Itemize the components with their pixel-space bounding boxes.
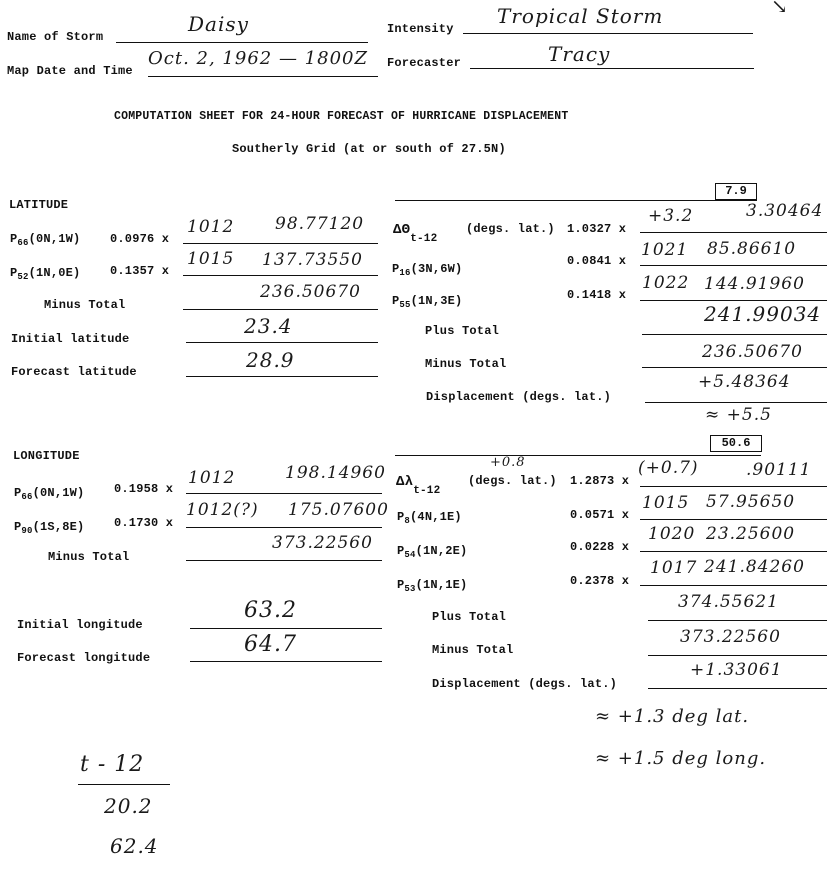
lon-dlambda-line xyxy=(640,486,827,487)
initial-latitude-line xyxy=(186,342,378,343)
lat-p16-coef: 0.0841 x xyxy=(567,254,627,268)
forecast-longitude-line xyxy=(190,661,382,662)
lon-p66-product: 198.14960 xyxy=(285,463,386,483)
lon-displacement-line xyxy=(648,688,827,689)
forecast-latitude-value: 28.9 xyxy=(246,348,295,372)
lon-dlambda-change: (+0.7) xyxy=(638,458,699,478)
lon-p66-line xyxy=(186,493,382,494)
lat-displacement-label: Displacement (degs. lat.) xyxy=(426,390,612,404)
lon-minus-total-label: Minus Total xyxy=(48,550,130,564)
lon-p8-pressure: 1015 xyxy=(642,493,690,513)
lat-minus-total-value: 236.50670 xyxy=(260,282,361,302)
lon-p54-term: $P_{54}(1N,2E)$ xyxy=(397,544,468,560)
t12-latitude: 20.2 xyxy=(104,794,153,818)
lon-right-minus-label: Minus Total xyxy=(432,643,514,657)
lat-dtheta-line xyxy=(640,232,827,233)
initial-longitude-label: Initial longitude xyxy=(17,618,143,632)
lat-box-value: 7.9 xyxy=(715,183,757,200)
lon-right-minus-value: 373.22560 xyxy=(680,627,781,647)
lon-dlambda-term: $\Delta\lambda_{t-12}$ xyxy=(396,474,441,497)
lat-right-minus-value: 236.50670 xyxy=(702,342,803,362)
lon-dlambda-suffix: (degs. lat.) xyxy=(468,474,557,488)
lat-minus-total-line xyxy=(183,309,378,310)
t12-longitude: 62.4 xyxy=(110,834,159,858)
note-lat-approx: ≈ +1.3 deg lat. xyxy=(595,706,750,727)
lon-dlambda-note: +0.8 xyxy=(490,455,526,470)
lon-p66-pressure: 1012 xyxy=(188,468,236,488)
t12-underline xyxy=(78,784,170,785)
lon-p54-coef: 0.0228 x xyxy=(570,540,630,554)
longitude-heading: LONGITUDE xyxy=(13,449,80,463)
lon-p90-product: 175.07600 xyxy=(288,500,389,520)
storm-name-label: Name of Storm xyxy=(7,30,104,44)
lat-p16-pressure: 1021 xyxy=(641,240,689,260)
corner-arrow-icon: ↘ xyxy=(771,0,789,18)
lat-dtheta-change: +3.2 xyxy=(648,206,694,226)
t12-label: t - 12 xyxy=(80,752,145,777)
lon-p8-coef: 0.0571 x xyxy=(570,508,630,522)
lat-p16-term: $P_{16}(3N,6W)$ xyxy=(392,262,463,278)
intensity-label: Intensity xyxy=(387,22,454,36)
lon-p66-term: $P_{66}(0N,1W)$ xyxy=(14,486,85,502)
lon-p53-term: $P_{53}(1N,1E)$ xyxy=(397,578,468,594)
lat-p16-line xyxy=(640,265,827,266)
lat-p55-line xyxy=(640,300,827,301)
lat-p55-coef: 0.1418 x xyxy=(567,288,627,302)
lat-divider-line xyxy=(395,200,757,201)
note-lon-approx: ≈ +1.5 deg long. xyxy=(595,748,767,769)
lat-p52-term: $P_{52}(1N,0E)$ xyxy=(10,266,81,282)
map-date-value: Oct. 2, 1962 — 1800Z xyxy=(148,48,368,69)
lat-p52-line xyxy=(183,275,378,276)
lon-p8-line xyxy=(640,519,827,520)
lon-displacement-value: +1.33061 xyxy=(690,660,783,680)
lat-plus-total-line xyxy=(642,334,827,335)
lat-p66-term: $P_{66}(0N,1W)$ xyxy=(10,232,81,248)
forecast-latitude-label: Forecast latitude xyxy=(11,365,137,379)
lon-p53-coef: 0.2378 x xyxy=(570,574,630,588)
lon-divider-line xyxy=(395,455,761,456)
lon-p8-term: $P_8(4N,1E)$ xyxy=(397,510,462,526)
lat-right-minus-label: Minus Total xyxy=(425,357,507,371)
sheet-title: COMPUTATION SHEET FOR 24-HOUR FORECAST OF HURRICANE DISPLACEMENT xyxy=(114,110,569,123)
lon-minus-total-line xyxy=(186,560,382,561)
lat-p66-product: 98.77120 xyxy=(275,214,365,234)
lat-minus-total-label: Minus Total xyxy=(44,298,126,312)
lat-dtheta-suffix: (degs. lat.) xyxy=(466,222,555,236)
lon-p90-pressure: 1012(?) xyxy=(186,500,259,520)
lon-p90-coef: 0.1730 x xyxy=(114,516,174,530)
lat-plus-total-label: Plus Total xyxy=(425,324,500,338)
lat-displacement-line xyxy=(645,402,827,403)
forecast-latitude-line xyxy=(186,376,378,377)
lon-p53-product: 241.84260 xyxy=(704,557,805,577)
map-date-line xyxy=(148,76,378,77)
lon-p66-coef: 0.1958 x xyxy=(114,482,174,496)
lat-p66-pressure: 1012 xyxy=(187,217,235,237)
initial-longitude-value: 63.2 xyxy=(244,598,297,623)
forecaster-value: Tracy xyxy=(548,42,611,66)
lat-approx-value: ≈ +5.5 xyxy=(705,405,772,425)
latitude-heading: LATITUDE xyxy=(9,198,69,212)
lat-dtheta-term: $\Delta\Theta_{t-12}$ xyxy=(393,222,438,245)
forecast-longitude-value: 64.7 xyxy=(244,632,297,657)
initial-longitude-line xyxy=(190,628,382,629)
lon-p53-line xyxy=(640,585,827,586)
lat-p55-pressure: 1022 xyxy=(642,273,690,293)
lon-dlambda-coef: 1.2873 x xyxy=(570,474,630,488)
lon-p90-line xyxy=(186,527,382,528)
lon-box-value: 50.6 xyxy=(710,435,762,452)
lat-p52-pressure: 1015 xyxy=(187,249,235,269)
lon-p90-term: $P_{90}(1S,8E)$ xyxy=(14,520,85,536)
sheet-subtitle: Southerly Grid (at or south of 27.5N) xyxy=(232,142,506,156)
lon-p54-pressure: 1020 xyxy=(648,524,696,544)
lat-dtheta-coef: 1.0327 x xyxy=(567,222,627,236)
lon-right-minus-line xyxy=(648,655,827,656)
storm-name-line xyxy=(116,42,368,43)
lon-minus-total-value: 373.22560 xyxy=(272,533,373,553)
lon-plus-total-value: 374.55621 xyxy=(678,592,779,612)
lon-plus-total-line xyxy=(648,620,827,621)
initial-latitude-label: Initial latitude xyxy=(11,332,130,346)
map-date-label: Map Date and Time xyxy=(7,64,133,78)
lon-p53-pressure: 1017 xyxy=(650,558,698,578)
lon-plus-total-label: Plus Total xyxy=(432,610,507,624)
forecast-longitude-label: Forecast longitude xyxy=(17,651,151,665)
forecaster-line xyxy=(470,68,754,69)
lon-dlambda-product: .90111 xyxy=(746,460,812,480)
lat-p52-product: 137.73550 xyxy=(262,250,363,270)
lon-displacement-label: Displacement (degs. lat.) xyxy=(432,677,618,691)
intensity-value: Tropical Storm xyxy=(497,4,664,28)
intensity-line xyxy=(463,33,753,34)
lat-p66-coef: 0.0976 x xyxy=(110,232,170,246)
lat-plus-total-value: 241.99034 xyxy=(704,302,822,326)
lat-displacement-value: +5.48364 xyxy=(698,372,791,392)
lat-p66-line xyxy=(183,243,378,244)
lat-p55-term: $P_{55}(1N,3E)$ xyxy=(392,294,463,310)
initial-latitude-value: 23.4 xyxy=(244,314,293,338)
lat-right-minus-line xyxy=(642,367,827,368)
lat-p16-product: 85.86610 xyxy=(707,239,797,259)
lon-p54-product: 23.25600 xyxy=(706,524,796,544)
forecaster-label: Forecaster xyxy=(387,56,462,70)
lat-dtheta-product: 3.30464 xyxy=(746,201,824,221)
lat-p55-product: 144.91960 xyxy=(704,274,805,294)
storm-name-value: Daisy xyxy=(188,12,249,36)
lon-p54-line xyxy=(640,551,827,552)
lat-p52-coef: 0.1357 x xyxy=(110,264,170,278)
lon-p8-product: 57.95650 xyxy=(706,492,796,512)
